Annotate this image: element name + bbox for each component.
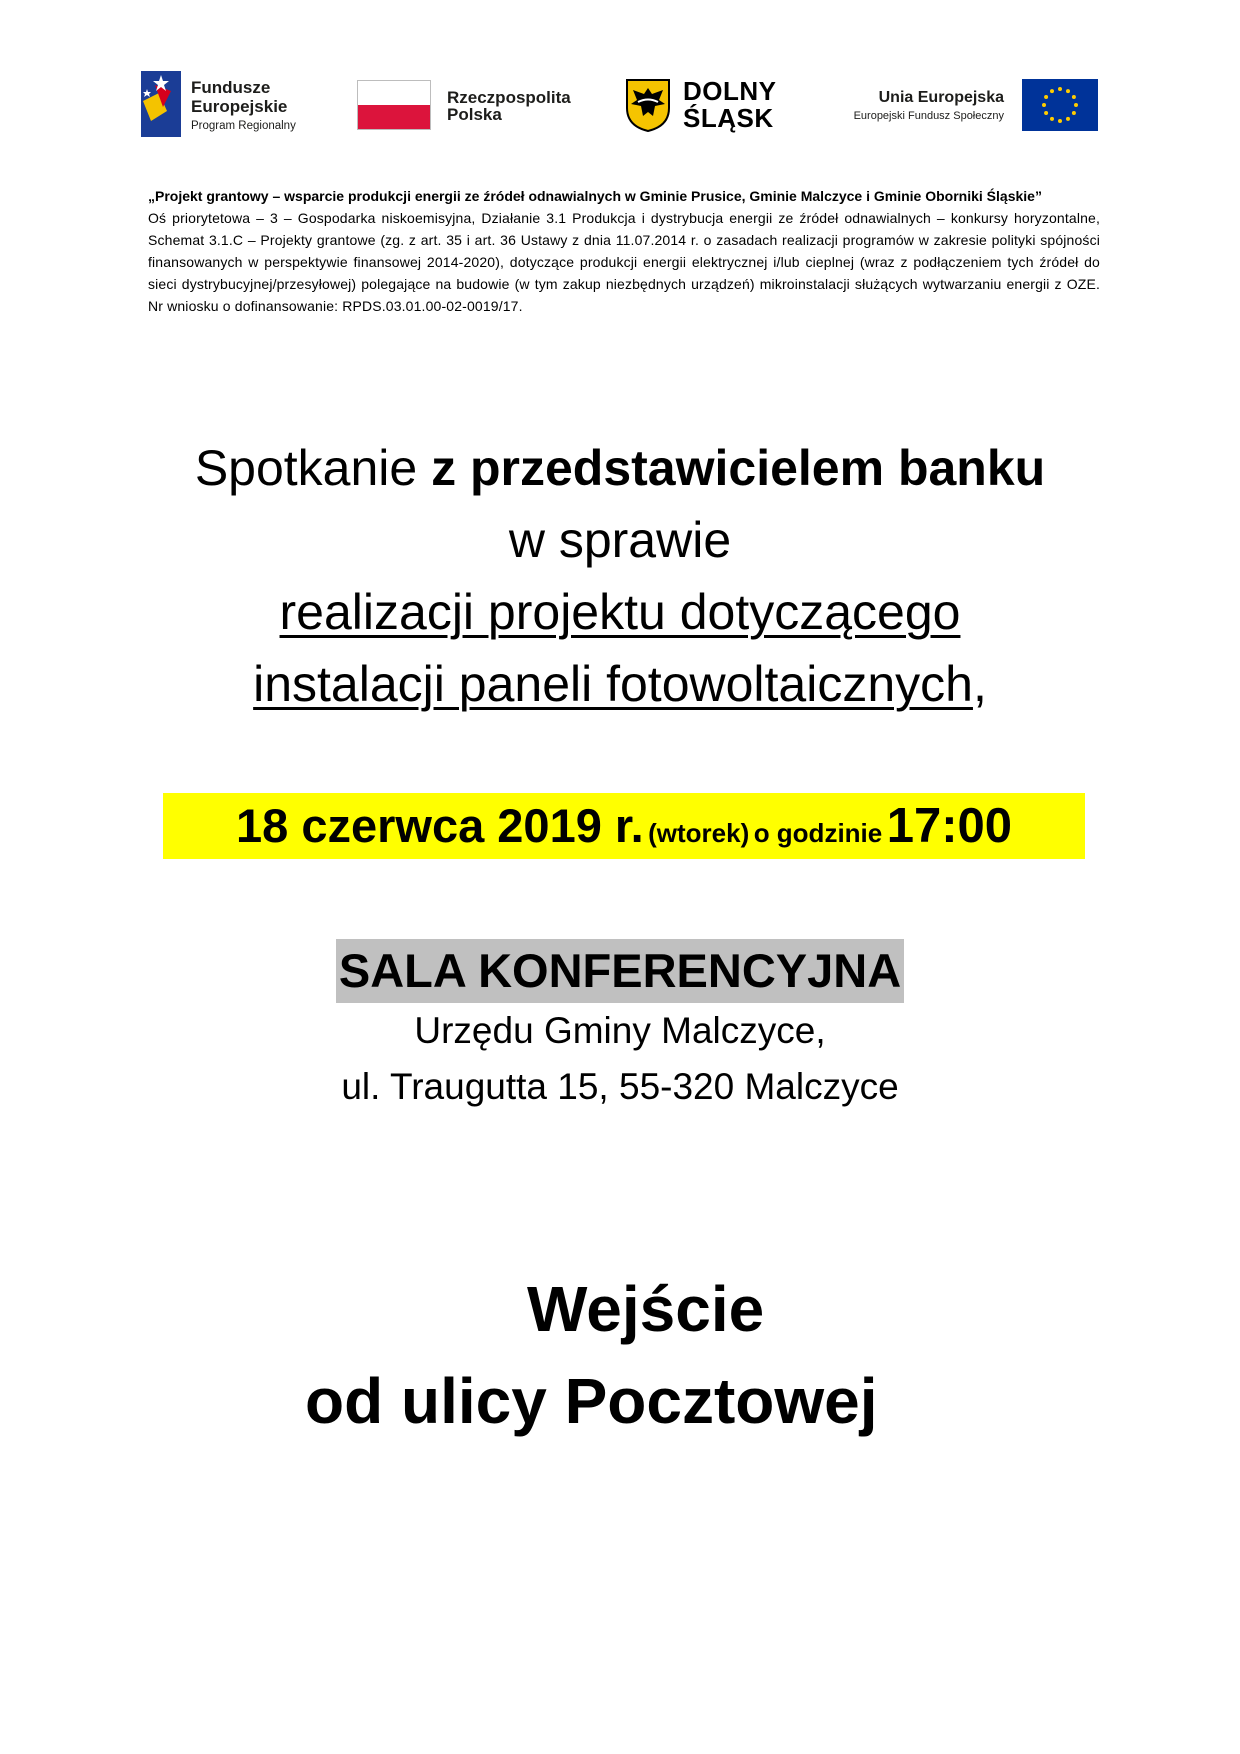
venue-hall-name: SALA KONFERENCYJNA bbox=[336, 939, 904, 1003]
announcement-line-4 bbox=[0, 648, 1240, 720]
ds-logo-line2: ŚLĄSK bbox=[683, 103, 774, 133]
project-title: „Projekt grantowy – wsparcie produkcji energii ze źródeł odnawialnych w Gminie Prusice, Gminie Malczyce i Gminie Oborniki Śląskie” bbox=[148, 188, 1042, 204]
announcement-project-realization: realizacji projektu dotyczącego bbox=[279, 584, 961, 640]
announcement-line-1 bbox=[0, 432, 1240, 504]
venue-office: Urzędu Gminy Malczyce, bbox=[414, 1010, 826, 1051]
rp-logo-line2: Polska bbox=[447, 105, 502, 124]
venue-block bbox=[0, 939, 1240, 1115]
polish-flag-icon bbox=[357, 80, 431, 130]
dolny-slask-eagle-shield-icon bbox=[625, 78, 671, 132]
dolny-slask-logo bbox=[625, 78, 805, 134]
eu-flag-icon bbox=[1022, 79, 1098, 131]
meeting-at-hour: o godzinie bbox=[753, 818, 883, 848]
project-description-block bbox=[148, 185, 1100, 317]
venue-address: ul. Traugutta 15, 55-320 Malczyce bbox=[341, 1066, 899, 1107]
announcement-meeting-text: Spotkanie bbox=[194, 440, 432, 496]
announcement-line-3 bbox=[0, 576, 1240, 648]
ue-logo-line2: Europejski Fundusz Społeczny bbox=[853, 110, 1004, 122]
date-time-highlight bbox=[163, 793, 1085, 859]
meeting-time: 17:00 bbox=[886, 799, 1013, 853]
ds-logo-line1: DOLNY bbox=[683, 76, 777, 106]
meeting-weekday: (wtorek) bbox=[648, 818, 750, 848]
announcement-bank-representative: z przedstawicielem banku bbox=[431, 440, 1046, 496]
announcement-comma: , bbox=[972, 656, 987, 712]
fundusze-europejskie-emblem-icon bbox=[141, 71, 181, 137]
fundusze-europejskie-logo bbox=[141, 68, 321, 140]
announcement-pv-installation: instalacji paneli fotowoltaicznych bbox=[253, 656, 973, 712]
fe-logo-line1: Fundusze bbox=[191, 78, 271, 97]
entrance-line-1: Wejście bbox=[527, 1273, 765, 1345]
project-description: Oś priorytetowa – 3 – Gospodarka niskoemisyjna, Działanie 3.1 Produkcja i dystrybucja energii ze źródeł odnawialnych – konkursy horyzontalne, Schemat 3.1.C – Projekty grantowe (zg. z art. 35 i art. 36 Ustawy z dnia 11.07.2014 r. o zasadach realizacji programów w zakresie polityki spójności finansowanych w perspektywie finansowej 2014-2020), dotyczące produkcji energii elektrycznej i/lub cieplnej (wraz z podłączeniem tych źródeł do sieci dystrybucyjnej/przesyłowej) polegające na budowie (w tym zakup niezbędnych urządzeń) mikroinstalacji służących wytwarzaniu energii z OZE. Nr wniosku o dofinansowanie: RPDS.03.01.00-02-0019/17. bbox=[148, 210, 1100, 314]
entrance-line-2: od ulicy Pocztowej bbox=[305, 1365, 878, 1437]
fe-logo-line3: Program Regionalny bbox=[191, 120, 296, 132]
ue-logo-line1: Unia Europejska bbox=[878, 89, 1004, 106]
meeting-date: 18 czerwca 2019 r. bbox=[235, 799, 644, 852]
announcement-line-2: w sprawie bbox=[508, 512, 732, 568]
logo-strip bbox=[0, 0, 1240, 150]
unia-europejska-logo bbox=[838, 79, 1098, 133]
fe-logo-line2: Europejskie bbox=[191, 97, 288, 116]
rp-logo-line1: Rzeczpospolita bbox=[447, 88, 571, 107]
announcement bbox=[0, 432, 1240, 720]
rzeczpospolita-polska-logo bbox=[357, 80, 577, 132]
